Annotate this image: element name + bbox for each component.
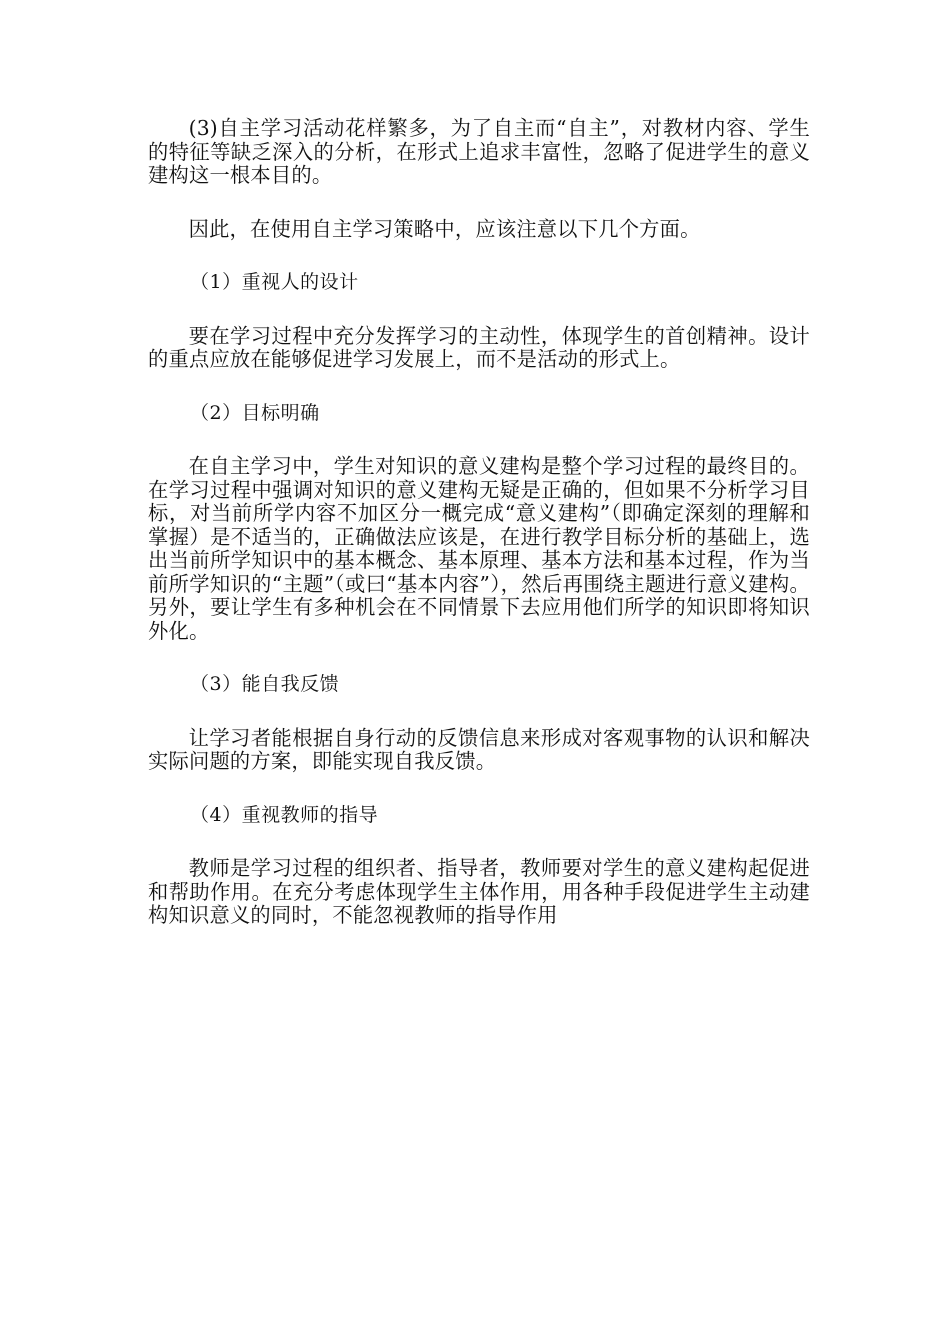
heading-clear-goals: （2）目标明确: [190, 401, 320, 424]
paragraph-self-feedback: 让学习者能根据自身行动的反馈信息来形成对客观事物的认识和解决实际问题的方案，即能实现自我反馈。: [148, 725, 810, 773]
paragraph-intro-aspects: 因此，在使用自主学习策略中，应该注意以下几个方面。: [188, 216, 701, 241]
paragraph-design: 要在学习过程中充分发挥学习的主动性，体现学生的首创精神。设计的重点应放在能够促进学习发展上，而不是活动的形式上。: [148, 323, 810, 371]
paragraph-self-study-issue-3: (3)自主学习活动花样繁多，为了自主而“自主”，对教材内容、学生的特征等缺乏深入的分析，在形式上追求丰富性，忽略了促进学生的意义建构这一根本目的。: [148, 116, 810, 187]
paragraph-teacher-guidance: 教师是学习过程的组织者、指导者，教师要对学生的意义建构起促进和帮助作用。在充分考虑体现学生主体作用，用各种手段促进学生主动建构知识意义的同时，不能忽视教师的指导作用: [148, 856, 810, 927]
document-page: [148, 117, 810, 928]
heading-teacher-guidance: （4）重视教师的指导: [190, 803, 379, 826]
heading-design: （1）重视人的设计: [190, 271, 359, 293]
heading-self-feedback: （3）能自我反馈: [190, 673, 340, 695]
paragraph-clear-goals: 在自主学习中，学生对知识的意义建构是整个学习过程的最终目的。在学习过程中强调对知识的意义建构无疑是正确的，但如果不分析学习目标，对当前所学内容不加区分一概完成“意义建构”（即确定深刻的理解和掌握）是不适当的，正确做法应该是，在进行教学目标分析的基础上，选出当前所学知识中的基本概念、基本原理、基本方法和基本过程，作为当前所学知识的“主题”（或曰“基本内容”），然后再围绕主题进行意义建构。另外，要让学生有多种机会在不同情景下去应用他们所学的知识即将知识外化。: [148, 454, 810, 643]
